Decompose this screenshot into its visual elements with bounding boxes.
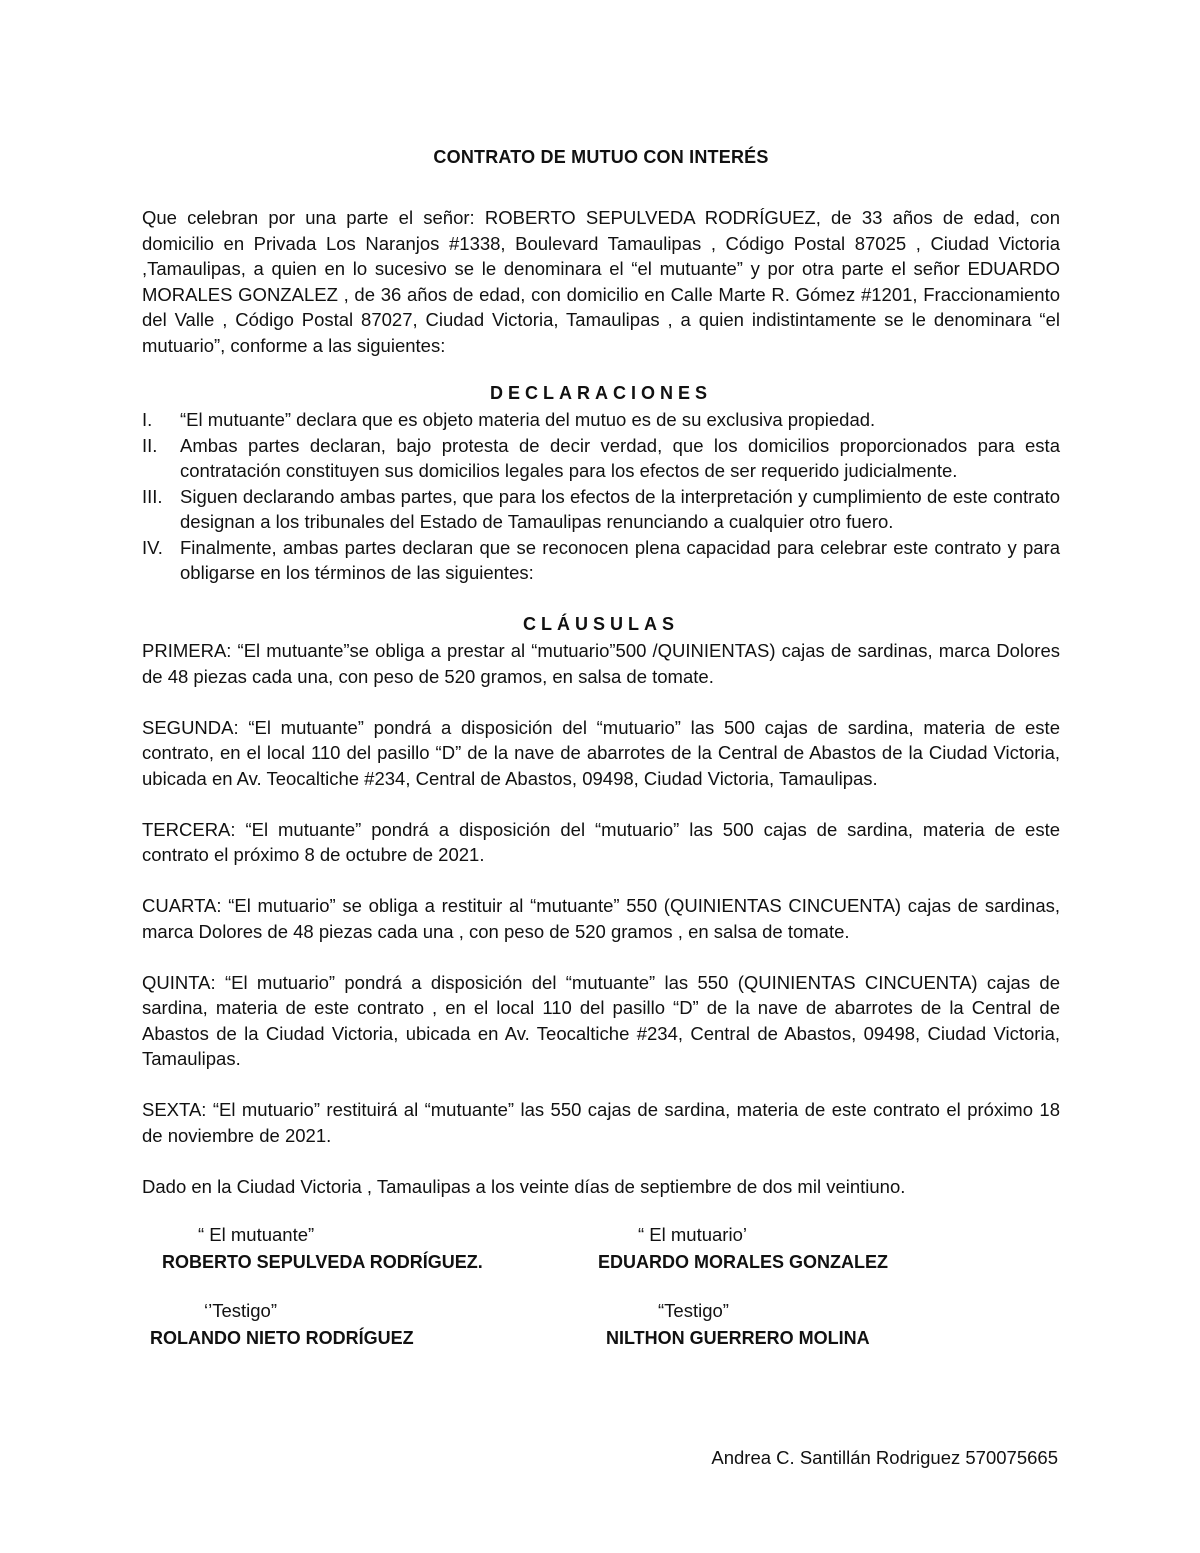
declaracion-item — [142, 433, 1060, 484]
clausulas-list — [142, 638, 1060, 1225]
declaraciones-list — [142, 407, 1060, 586]
declaracion-item — [142, 535, 1060, 586]
testigo2-role: “Testigo” — [658, 1300, 729, 1321]
document-title: CONTRATO DE MUTUO CON INTERÉS — [433, 147, 769, 167]
declaracion-item — [142, 407, 1060, 433]
testigo2-name: NILTHON GUERRERO MOLINA — [606, 1328, 870, 1348]
declaracion-number: III. — [142, 485, 163, 507]
clausula-tercera: TERCERA: “El mutuante” pondrá a disposición del “mutuario” las 500 cajas de sardina, materia de este contrato el próximo 8 de octubre de 2021. — [142, 818, 1060, 865]
mutuante-name: ROBERTO SEPULVEDA RODRÍGUEZ. — [162, 1252, 483, 1272]
signature-row-witnesses — [142, 1298, 1060, 1374]
clausula-segunda: SEGUNDA: “El mutuante” pondrá a disposición del “mutuario” las 500 cajas de sardina, materia de este contrato, en el local 110 del pasillo “D” de la nave de abarrotes de la Central de Abastos de la Ciudad Victoria, ubicada en Av. Teocaltiche #234, Central de Abastos, 09498, Ciudad Victoria, Tamaulipas. — [142, 716, 1060, 789]
mutuario-role: “ El mutuario’ — [638, 1224, 747, 1245]
testigo1-name: ROLANDO NIETO RODRÍGUEZ — [150, 1328, 414, 1348]
declaracion-text: Siguen declarando ambas partes, que para los efectos de la interpretación y cumplimiento de este contrato designan a los tribunales del Estado de Tamaulipas renunciando a cualquier otro fuero. — [180, 485, 1060, 532]
clausulas-heading: CLÁUSULAS — [523, 614, 679, 634]
declaracion-number: IV. — [142, 536, 163, 558]
intro-paragraph: Que celebran por una parte el señor: ROBERTO SEPULVEDA RODRÍGUEZ, de 33 años de edad, con domicilio en Privada Los Naranjos #1338, Boulevard Tamaulipas , Código Postal 87025 , Ciudad Victoria ,Tamaulipas, a quien en lo sucesivo se le denominara el “el mutuante” y por otra parte el señor EDUARDO MORALES GONZALEZ , de 36 años de edad, con domicilio en Calle Marte R. Gómez #1201, Fraccionamiento del Valle , Código Postal 87027, Ciudad Victoria, Tamaulipas , a quien indistintamente se le denominara “el mutuario”, conforme a las siguientes: — [142, 207, 1060, 356]
clausula-primera: PRIMERA: “El mutuante”se obliga a prestar al “mutuario”500 /QUINIENTAS) cajas de sardinas, marca Dolores de 48 piezas cada una, con peso de 520 gramos, en salsa de tomate. — [142, 640, 1060, 687]
signatures-block — [142, 1222, 1060, 1374]
declaracion-text: Ambas partes declaran, bajo protesta de decir verdad, que los domicilios proporcionados para esta contratación constituyen sus domicilios legales para los efectos de ser requerido judicialmente. — [180, 434, 1060, 481]
clausula-cuarta: CUARTA: “El mutuario” se obliga a restituir al “mutuante” 550 (QUINIENTAS CINCUENTA) cajas de sardinas, marca Dolores de 48 piezas cada una , con peso de 520 gramos , en salsa de tomate. — [142, 895, 1060, 942]
declaraciones-heading: DECLARACIONES — [489, 383, 712, 403]
author-footer: Andrea C. Santillán Rodriguez 570075665 — [711, 1447, 1058, 1468]
mutuario-name: EDUARDO MORALES GONZALEZ — [598, 1252, 888, 1272]
declaracion-text: “El mutuante” declara que es objeto materia del mutuo es de su exclusiva propiedad. — [180, 409, 876, 430]
declaracion-number: I. — [142, 409, 153, 430]
mutuante-role: “ El mutuante” — [198, 1224, 315, 1245]
declaracion-text: Finalmente, ambas partes declaran que se reconocen plena capacidad para celebrar este contrato y para obligarse en los términos de las siguientes: — [180, 536, 1060, 583]
testigo1-role: ‘’Testigo” — [204, 1300, 277, 1321]
closing-statement: Dado en la Ciudad Victoria , Tamaulipas a los veinte días de septiembre de dos mil veintiuno. — [142, 1175, 906, 1197]
clausula-quinta: QUINTA: “El mutuario” pondrá a disposición del “mutuante” las 550 (QUINIENTAS CINCUENTA) cajas de sardina, materia de este contrato , en el local 110 del pasillo “D” de la nave de abarrotes de la Central de Abastos de la Ciudad Victoria, ubicada en Av. Teocaltiche #234, Central de Abastos, 09498, Ciudad Victoria, Tamaulipas. — [142, 971, 1060, 1069]
clausula-sexta: SEXTA: “El mutuario” restituirá al “mutuante” las 550 cajas de sardina, materia de este contrato el próximo 18 de noviembre de 2021. — [142, 1099, 1060, 1146]
signature-row-parties — [142, 1222, 1060, 1298]
declaracion-number: II. — [142, 434, 158, 456]
declaracion-item — [142, 484, 1060, 535]
